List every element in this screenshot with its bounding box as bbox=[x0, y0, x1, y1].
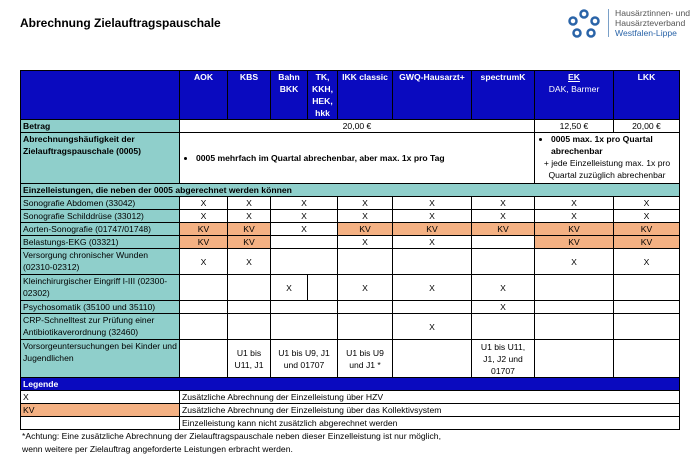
table-row bbox=[21, 340, 680, 378]
row-cell: KV bbox=[180, 223, 228, 236]
row-cell: X bbox=[472, 275, 535, 301]
legend-key bbox=[21, 417, 180, 430]
logo-icon bbox=[566, 8, 602, 38]
footnote-line-2: wenn weitere per Zielauftrag angeforderte Leistungen erbracht werden. bbox=[22, 444, 293, 454]
row-cell bbox=[271, 249, 338, 275]
row-cell: KV bbox=[393, 223, 472, 236]
haeufigkeit-ek-note: + jede Einzelleistung max. 1x pro Quartal zuzüglich abrechenbar bbox=[543, 158, 671, 180]
column-header-label: AOK bbox=[193, 72, 214, 82]
row-cell bbox=[535, 314, 614, 340]
row-cell: KV bbox=[614, 223, 680, 236]
row-cell bbox=[393, 249, 472, 275]
row-cell bbox=[535, 340, 614, 378]
row-cell: KV bbox=[180, 236, 228, 249]
row-label: CRP-Schnelltest zur Prüfung einer Antibiotikaverordnung (32460) bbox=[21, 314, 180, 340]
row-label: Versorgung chronischer Wunden (02310-02312) bbox=[21, 249, 180, 275]
row-cell bbox=[614, 275, 680, 301]
logo bbox=[566, 8, 690, 38]
row-cell: KV bbox=[472, 223, 535, 236]
legend-key: KV bbox=[21, 404, 180, 417]
row-label: Aorten-Sonografie (01747/01748) bbox=[21, 223, 180, 236]
row-cell: U1 bis U9, J1 und 01707 bbox=[271, 340, 338, 378]
table-row bbox=[21, 197, 680, 210]
column-header-label: IKK classic bbox=[342, 72, 388, 82]
row-cell: X bbox=[472, 301, 535, 314]
table-row bbox=[21, 301, 680, 314]
row-cell: X bbox=[228, 210, 271, 223]
row-cell bbox=[614, 340, 680, 378]
column-header bbox=[228, 71, 271, 120]
row-cell bbox=[393, 340, 472, 378]
row-cell: X bbox=[393, 210, 472, 223]
row-cell: X bbox=[393, 236, 472, 249]
column-header-label: TK, KKH, HEK, hkk bbox=[311, 72, 333, 118]
row-cell: U1 bis U9 und J1 * bbox=[338, 340, 393, 378]
row-cell: U1 bis U11, J1 bbox=[228, 340, 271, 378]
row-cell bbox=[472, 314, 535, 340]
column-header-label: EK bbox=[568, 72, 580, 82]
row-cell: KV bbox=[535, 236, 614, 249]
row-cell bbox=[535, 275, 614, 301]
row-cell bbox=[338, 249, 393, 275]
logo-line-3: Westfalen-Lippe bbox=[615, 28, 677, 38]
row-cell: X bbox=[338, 210, 393, 223]
row-cell bbox=[535, 301, 614, 314]
row-cell bbox=[180, 301, 228, 314]
row-cell bbox=[180, 340, 228, 378]
legend-text: Zusätzliche Abrechnung der Einzelleistung über HZV bbox=[180, 391, 680, 404]
table-row bbox=[21, 249, 680, 275]
row-cell bbox=[271, 301, 338, 314]
column-header-label: KBS bbox=[239, 72, 259, 82]
row-cell: X bbox=[535, 197, 614, 210]
row-cell bbox=[228, 275, 271, 301]
row-cell bbox=[614, 301, 680, 314]
logo-line-1: Hausärztinnen- und bbox=[615, 8, 691, 18]
row-label: Vorsorgeuntersuchungen bei Kinder und Jugendlichen bbox=[21, 340, 180, 378]
column-header-label: spectrumK bbox=[480, 72, 526, 82]
row-label: Kleinchirurgischer Eingriff I-III (02300-02302) bbox=[21, 275, 180, 301]
billing-table bbox=[20, 70, 680, 430]
header-corner bbox=[21, 71, 180, 120]
row-cell bbox=[180, 314, 228, 340]
legend-key: X bbox=[21, 391, 180, 404]
page-title: Abrechnung Zielauftragspauschale bbox=[20, 16, 221, 30]
table-row bbox=[21, 210, 680, 223]
column-header-label: GWQ-Hausarzt+ bbox=[399, 72, 465, 82]
row-cell bbox=[308, 275, 338, 301]
betrag-label: Betrag bbox=[21, 120, 180, 133]
row-cell: U1 bis U11, J1, J2 und 01707 bbox=[472, 340, 535, 378]
row-cell bbox=[180, 275, 228, 301]
row-cell: X bbox=[614, 197, 680, 210]
row-cell: X bbox=[271, 197, 338, 210]
betrag-row bbox=[21, 120, 680, 133]
haeufigkeit-ek-bullet: • 0005 max. 1x pro Quartal abrechenbar bbox=[551, 133, 677, 157]
haeufigkeit-main bbox=[180, 133, 535, 184]
betrag-ek: 12,50 € bbox=[535, 120, 614, 133]
row-cell: X bbox=[228, 197, 271, 210]
legend-row bbox=[21, 391, 680, 404]
haeufigkeit-main-text: • 0005 mehrfach im Quartal abrechenbar, aber max. 1x pro Tag bbox=[196, 152, 532, 164]
row-cell: X bbox=[338, 236, 393, 249]
legend-title: Legende bbox=[21, 378, 680, 391]
header-row bbox=[21, 71, 680, 120]
column-header bbox=[535, 71, 614, 120]
row-cell: X bbox=[535, 210, 614, 223]
row-cell bbox=[472, 249, 535, 275]
row-cell: X bbox=[180, 197, 228, 210]
row-cell: KV bbox=[338, 223, 393, 236]
row-cell: X bbox=[614, 210, 680, 223]
table-row bbox=[21, 223, 680, 236]
legend-row bbox=[21, 417, 680, 430]
row-cell: KV bbox=[228, 223, 271, 236]
column-header bbox=[614, 71, 680, 120]
column-header bbox=[338, 71, 393, 120]
betrag-lkk: 20,00 € bbox=[614, 120, 680, 133]
row-cell bbox=[271, 314, 338, 340]
row-cell: X bbox=[271, 275, 308, 301]
row-cell bbox=[338, 301, 393, 314]
row-cell: X bbox=[393, 197, 472, 210]
column-header bbox=[472, 71, 535, 120]
legend-text: Einzelleistung kann nicht zusätzlich abgerechnet werden bbox=[180, 417, 680, 430]
column-header bbox=[308, 71, 338, 120]
section-label: Einzelleistungen, die neben der 0005 abgerechnet werden können bbox=[21, 184, 680, 197]
row-cell: X bbox=[228, 249, 271, 275]
row-cell: X bbox=[535, 249, 614, 275]
row-cell: KV bbox=[614, 236, 680, 249]
row-label: Sonografie Abdomen (33042) bbox=[21, 197, 180, 210]
row-cell: X bbox=[472, 197, 535, 210]
table-row bbox=[21, 314, 680, 340]
column-header bbox=[271, 71, 308, 120]
row-cell bbox=[228, 314, 271, 340]
logo-line-2: Hausärzteverband bbox=[615, 18, 686, 28]
table-row bbox=[21, 275, 680, 301]
row-cell bbox=[228, 301, 271, 314]
row-label: Belastungs-EKG (03321) bbox=[21, 236, 180, 249]
row-cell: X bbox=[271, 210, 338, 223]
row-cell: X bbox=[614, 249, 680, 275]
row-cell: X bbox=[180, 249, 228, 275]
row-cell: KV bbox=[228, 236, 271, 249]
column-header bbox=[180, 71, 228, 120]
row-cell: X bbox=[338, 275, 393, 301]
row-cell: X bbox=[180, 210, 228, 223]
column-header-label: LKK bbox=[637, 72, 656, 82]
legend-text: Zusätzliche Abrechnung der Einzelleistung über das Kollektivsystem bbox=[180, 404, 680, 417]
row-cell: X bbox=[271, 223, 338, 236]
footnote-line-1: *Achtung: Eine zusätzliche Abrechnung der Zielauftragspauschale neben dieser Einzelleistung ist nur möglich, bbox=[22, 431, 441, 441]
ek-subheader: DAK, Barmer bbox=[548, 84, 600, 94]
table-row bbox=[21, 236, 680, 249]
section-row bbox=[21, 184, 680, 197]
row-cell bbox=[472, 236, 535, 249]
haeufigkeit-ek-lkk bbox=[535, 133, 680, 184]
logo-divider bbox=[608, 9, 609, 37]
betrag-value: 20,00 € bbox=[180, 120, 535, 133]
row-label: Sonografie Schilddrüse (33012) bbox=[21, 210, 180, 223]
row-cell bbox=[338, 314, 393, 340]
legend-header-row bbox=[21, 378, 680, 391]
footnote bbox=[22, 430, 441, 456]
row-cell: X bbox=[393, 314, 472, 340]
column-header bbox=[393, 71, 472, 120]
row-cell bbox=[271, 236, 338, 249]
row-cell: KV bbox=[535, 223, 614, 236]
row-cell bbox=[393, 301, 472, 314]
legend-row bbox=[21, 404, 680, 417]
column-header-label: Bahn BKK bbox=[278, 72, 300, 94]
row-cell bbox=[614, 314, 680, 340]
row-cell: X bbox=[393, 275, 472, 301]
haeufigkeit-label: Abrechnungshäufigkeit der Zielauftragspauschale (0005) bbox=[21, 133, 180, 184]
row-cell: X bbox=[472, 210, 535, 223]
haeufigkeit-row bbox=[21, 133, 680, 184]
row-label: Psychosomatik (35100 und 35110) bbox=[21, 301, 180, 314]
row-cell: X bbox=[338, 197, 393, 210]
